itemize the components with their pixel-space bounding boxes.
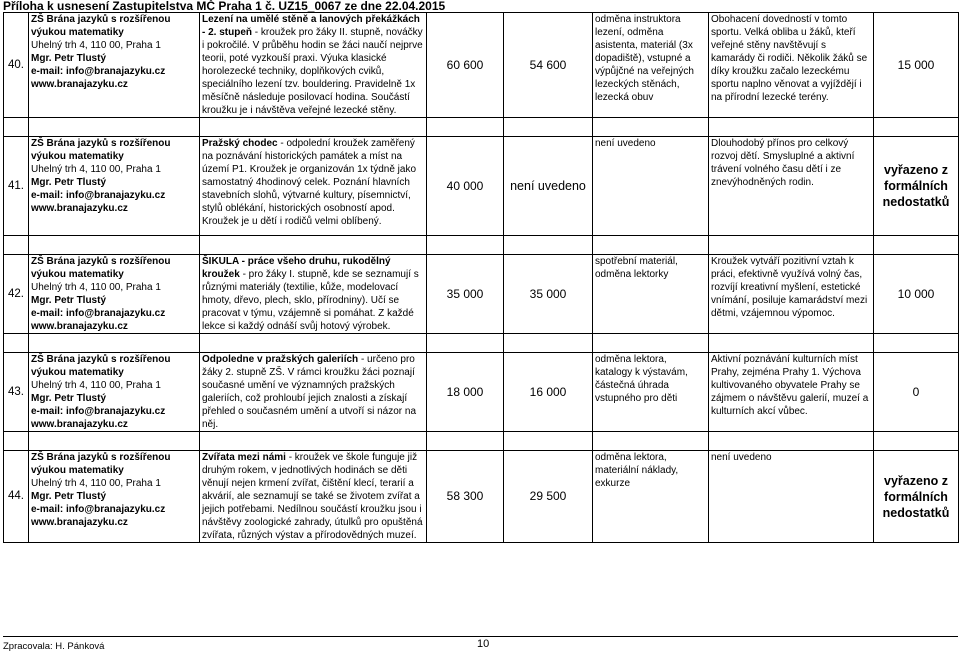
spacer-cell <box>874 118 959 137</box>
benefit-cell: Dlouhodobý přínos pro celkový rozvoj dětí. Smysluplné a aktivní trávení volného času dětí i ze znevýhodněných rodin. <box>709 137 874 236</box>
spacer-cell <box>874 334 959 353</box>
project-description: - odpolední kroužek zaměřený na poznávání historických památek a míst na území P1. Kroužek je organizován 1x týdně jako samostatný 4hodinový celek. Poznání hlavních stavebních slohů, výtvarné kultury, písemnictví, stylů oblékání, historických osobností apod. Kroužek je u dětí i rodičů velmi oblíbený. <box>202 138 417 227</box>
spacer-cell <box>4 334 29 353</box>
project-cell <box>200 353 427 432</box>
row-spacer <box>4 432 959 451</box>
project-cell <box>200 255 427 334</box>
org-web: www.branajazyku.cz <box>31 203 128 214</box>
spacer-cell <box>593 334 709 353</box>
applicant-cell <box>29 353 200 432</box>
footer-author: Zpracovala: H. Pánková <box>3 641 105 652</box>
benefit-cell: Obohacení dovedností v tomto sportu. Velká obliba u žáků, kteří veřejné stěny navštěvují s kamarády či rodiči. Několik žáků se díky kroužku začalo lezeckému sportu naplno věnovat a vyjíždějí i na přírodní lezecké terény. <box>709 13 874 118</box>
spacer-cell <box>427 334 504 353</box>
table-row <box>4 353 959 432</box>
project-description: - kroužek pro žáky II. stupně, nováčky i pokročilé. V průběhu hodin se žáci naučí nejprve teorii, poté vyzkouší praxi. Výuka klasické horolezecké techniky, doplňkových cviků, speciálního lezení tzv. bouldering. Pravidelně 1x měsíčně následuje posilovací hodina. Součástí kroužku je i návštěva veřejné lezecké stěny. <box>202 27 423 116</box>
project-title: Zvířata mezi námi <box>202 452 286 463</box>
spacer-cell <box>709 118 874 137</box>
spacer-cell <box>427 432 504 451</box>
project-cell <box>200 13 427 118</box>
spacer-cell <box>709 334 874 353</box>
purpose-cell: odměna lektora, materiální náklady, exkurze <box>593 451 709 543</box>
org-web: www.branajazyku.cz <box>31 517 128 528</box>
total-cost: 18 000 <box>427 353 504 432</box>
project-description: - kroužek ve škole funguje již druhým rokem, v jednotlivých hodinách se děti věnují nejen krmení zvířat, čištění klecí, terarií a akvárií, ale seznamují se také se životem zvířat a jejich potřebami. Nedílnou součástí kroužku jsou i návštěvy zoologické zahrady, útulků pro opuštěná zvířata, různých výstav a přírodovědných muzeí. <box>202 452 423 541</box>
project-title: Lezení na umělé stěně a lanových překážkách - 2. stupeň <box>202 14 420 38</box>
requested-amount: 54 600 <box>504 13 593 118</box>
spacer-cell <box>874 236 959 255</box>
spacer-cell <box>427 236 504 255</box>
spacer-cell <box>4 118 29 137</box>
spacer-cell <box>504 432 593 451</box>
spacer-cell <box>200 118 427 137</box>
org-web: www.branajazyku.cz <box>31 79 128 90</box>
org-address: Uhelný trh 4, 110 00, Praha 1 <box>31 380 161 391</box>
purpose-cell: není uvedeno <box>593 137 709 236</box>
spacer-cell <box>709 432 874 451</box>
row-number: 42. <box>4 255 29 334</box>
spacer-cell <box>427 118 504 137</box>
total-cost: 35 000 <box>427 255 504 334</box>
org-contact: Mgr. Petr Tlustý <box>31 393 107 404</box>
project-title: ŠIKULA - práce všeho druhu, rukodělný kroužek <box>202 256 391 280</box>
org-address: Uhelný trh 4, 110 00, Praha 1 <box>31 478 161 489</box>
granted-amount: vyřazeno z formálních nedostatků <box>874 137 959 236</box>
org-address: Uhelný trh 4, 110 00, Praha 1 <box>31 164 161 175</box>
purpose-cell: odměna lektora, katalogy k výstavám, částečná úhrada vstupného pro děti <box>593 353 709 432</box>
row-number: 44. <box>4 451 29 543</box>
row-spacer <box>4 118 959 137</box>
footer-divider <box>3 636 958 637</box>
org-address: Uhelný trh 4, 110 00, Praha 1 <box>31 282 161 293</box>
spacer-cell <box>200 334 427 353</box>
granted-amount: vyřazeno z formálních nedostatků <box>874 451 959 543</box>
spacer-cell <box>29 236 200 255</box>
granted-amount: 0 <box>874 353 959 432</box>
org-name: ZŠ Brána jazyků s rozšířenou výukou matematiky <box>31 354 171 378</box>
org-contact: Mgr. Petr Tlustý <box>31 177 107 188</box>
purpose-cell: spotřební materiál, odměna lektorky <box>593 255 709 334</box>
org-email: e-mail: info@branajazyku.cz <box>31 66 166 77</box>
table-row <box>4 451 959 543</box>
row-number: 41. <box>4 137 29 236</box>
benefit-cell: Aktivní poznávání kulturních míst Prahy, zejména Prahy 1. Výchova kultivovaného obyvatele Prahy se zájmem o návštěvu galerií, muzeí a kulturních akcí vůbec. <box>709 353 874 432</box>
grant-table <box>3 12 959 543</box>
project-cell <box>200 137 427 236</box>
spacer-cell <box>593 118 709 137</box>
granted-amount: 10 000 <box>874 255 959 334</box>
org-email: e-mail: info@branajazyku.cz <box>31 406 166 417</box>
total-cost: 40 000 <box>427 137 504 236</box>
applicant-cell <box>29 255 200 334</box>
requested-amount: 35 000 <box>504 255 593 334</box>
spacer-cell <box>504 118 593 137</box>
applicant-cell <box>29 13 200 118</box>
spacer-cell <box>4 236 29 255</box>
spacer-cell <box>200 432 427 451</box>
granted-amount: 15 000 <box>874 13 959 118</box>
benefit-cell: Kroužek vytváří pozitivní vztah k práci, efektivně využívá volný čas, rozvíjí kreativní myšlení, estetické vnímání, posiluje kamarádství mezi dětmi, vzájemnou výpomoc. <box>709 255 874 334</box>
row-number: 40. <box>4 13 29 118</box>
org-address: Uhelný trh 4, 110 00, Praha 1 <box>31 40 161 51</box>
applicant-cell <box>29 451 200 543</box>
org-email: e-mail: info@branajazyku.cz <box>31 308 166 319</box>
spacer-cell <box>29 118 200 137</box>
applicant-cell <box>29 137 200 236</box>
org-web: www.branajazyku.cz <box>31 321 128 332</box>
project-description: - pro žáky I. stupně, kde se seznamují s různými materiály (textilie, kůže, modelovací hmoty, dřevo, plech, sklo, přírodniny). Učí se pracovat v týmu, vzájemně si pomáhat. Z každé lekce si každý odnáší svůj hotový výrobek. <box>202 269 419 332</box>
project-cell <box>200 451 427 543</box>
org-name: ZŠ Brána jazyků s rozšířenou výukou matematiky <box>31 452 171 476</box>
spacer-cell <box>29 334 200 353</box>
org-email: e-mail: info@branajazyku.cz <box>31 504 166 515</box>
org-name: ZŠ Brána jazyků s rozšířenou výukou matematiky <box>31 138 171 162</box>
page-title: Příloha k usnesení Zastupitelstva MČ Praha 1 č. UZ15_0067 ze dne 22.04.2015 <box>3 0 446 13</box>
spacer-cell <box>593 432 709 451</box>
requested-amount: 16 000 <box>504 353 593 432</box>
row-spacer <box>4 334 959 353</box>
org-contact: Mgr. Petr Tlustý <box>31 53 107 64</box>
purpose-cell: odměna instruktora lezení, odměna asistenta, materiál (3x dopadiště), vstupné a výpůjčné na veřejných lezeckých stěnách, lezecká obuv <box>593 13 709 118</box>
spacer-cell <box>709 236 874 255</box>
org-contact: Mgr. Petr Tlustý <box>31 491 107 502</box>
project-description: - určeno pro žáky 2. stupně ZŠ. V rámci kroužku žáci poznají současné umění ve významných pražských galeriích, což prohloubí jejich znalosti a získají přehled o současném umění a utvoří si názor na něj. <box>202 354 417 430</box>
org-name: ZŠ Brána jazyků s rozšířenou výukou matematiky <box>31 14 171 38</box>
table-row <box>4 13 959 118</box>
spacer-cell <box>29 432 200 451</box>
org-web: www.branajazyku.cz <box>31 419 128 430</box>
page-number: 10 <box>477 638 490 650</box>
row-number: 43. <box>4 353 29 432</box>
spacer-cell <box>874 432 959 451</box>
total-cost: 60 600 <box>427 13 504 118</box>
table-row <box>4 137 959 236</box>
requested-amount: 29 500 <box>504 451 593 543</box>
spacer-cell <box>593 236 709 255</box>
spacer-cell <box>200 236 427 255</box>
total-cost: 58 300 <box>427 451 504 543</box>
project-title: Odpoledne v pražských galeriích <box>202 354 359 365</box>
org-contact: Mgr. Petr Tlustý <box>31 295 107 306</box>
project-title: Pražský chodec <box>202 138 278 149</box>
spacer-cell <box>4 432 29 451</box>
org-email: e-mail: info@branajazyku.cz <box>31 190 166 201</box>
benefit-cell: není uvedeno <box>709 451 874 543</box>
table-row <box>4 255 959 334</box>
spacer-cell <box>504 334 593 353</box>
requested-amount: není uvedeno <box>504 137 593 236</box>
spacer-cell <box>504 236 593 255</box>
org-name: ZŠ Brána jazyků s rozšířenou výukou matematiky <box>31 256 171 280</box>
row-spacer <box>4 236 959 255</box>
